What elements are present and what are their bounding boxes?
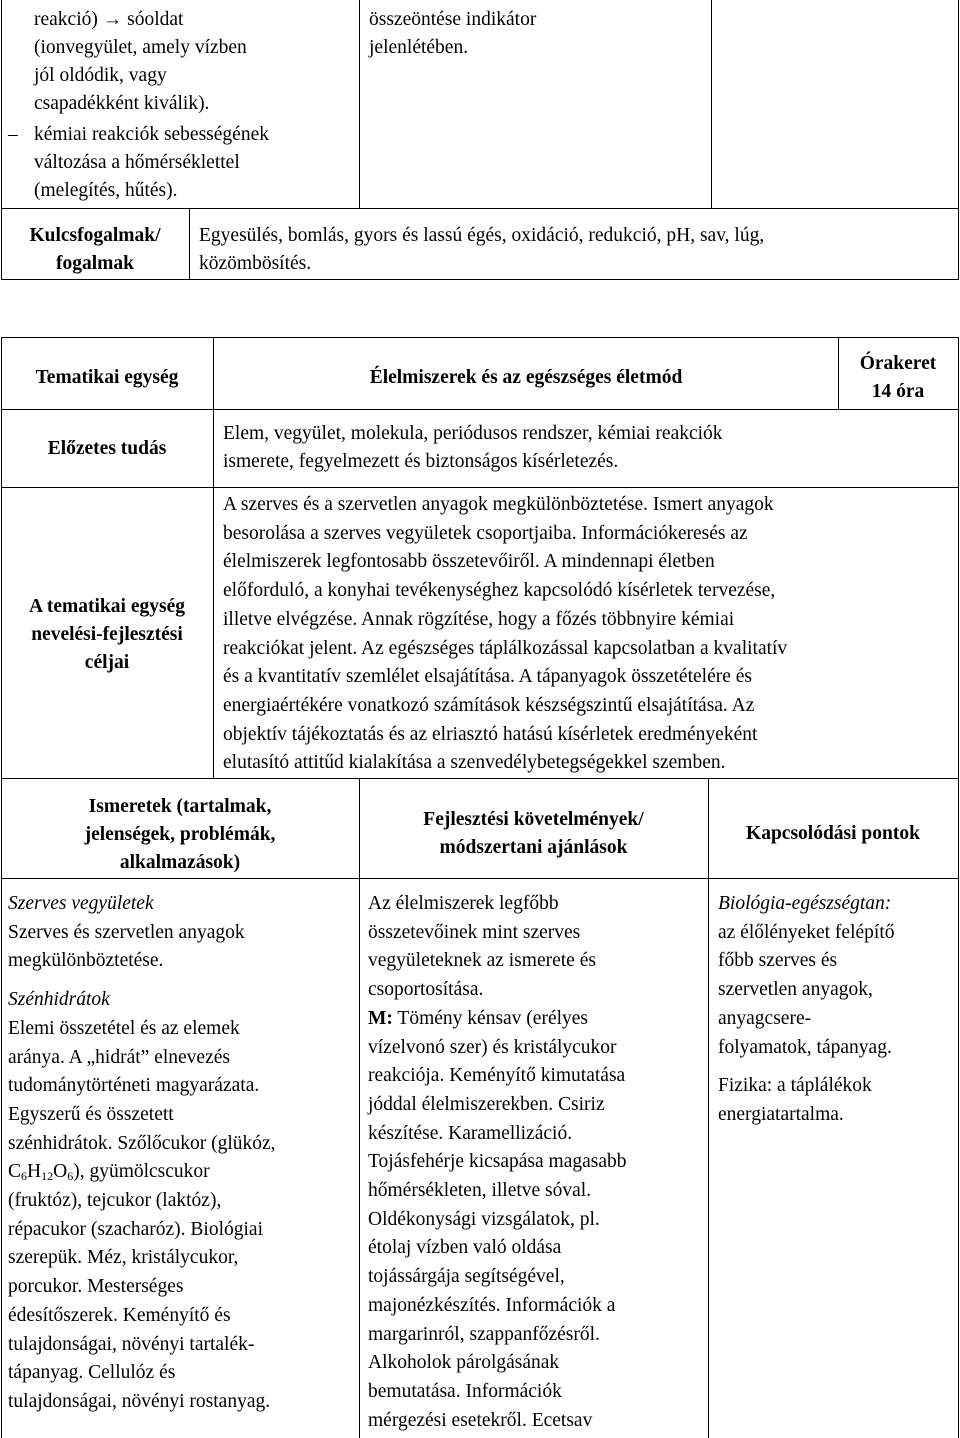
goals-line: előforduló, a konyhai tevékenységhez kapcsolódó kísérletek tervezése, <box>223 580 776 602</box>
requirements-method-line <box>368 1005 706 1034</box>
top-left-cell <box>34 6 356 118</box>
formula-o-sub: 6 <box>67 1169 74 1184</box>
prior-knowledge-line: ismerete, fegyelmezett és biztonságos kísérletezés. <box>223 451 619 473</box>
prior-knowledge-label: Előzetes tudás <box>47 438 167 459</box>
requirements-line: margarinról, szappanfőzésről. <box>368 1323 600 1345</box>
divider-label-col <box>213 337 214 778</box>
goals-label <box>2 593 212 677</box>
prior-knowledge-line: Elem, vegyület, molekula, periódusos rendszer, kémiai reakciók <box>223 423 723 444</box>
content-line: tápanyag. Cellulóz és <box>8 1362 176 1384</box>
content-line: tulajdonságai, növényi rostanyag. <box>8 1390 271 1412</box>
key-concepts-line: Egyesülés, bomlás, gyors és lassú égés, oxidáció, redukció, pH, sav, lúg, <box>199 225 765 246</box>
divider-col2-col3 <box>708 778 709 1438</box>
table-bottom-top <box>1 279 959 280</box>
requirements-line: bemutatása. Információk <box>368 1380 562 1402</box>
border-left-main <box>1 337 2 1438</box>
content-line: Szerves és szervetlen anyagok <box>8 921 245 943</box>
content-line: tudománytörténeti magyarázata. <box>8 1075 260 1097</box>
table-top-main <box>1 337 959 338</box>
content-line: tulajdonságai, növényi tartalék- <box>8 1333 255 1355</box>
requirements-line: hőmérsékleten, illetve sóval. <box>368 1180 592 1202</box>
content-line: szénhidrátok. Szőlőcukor (glükóz, <box>8 1132 276 1154</box>
col-header-line: Ismeretek (tartalmak, <box>88 796 272 817</box>
content-line: porcukor. Mesterséges <box>8 1276 184 1298</box>
goals-line: elutasító attitűd kialakítása a szenvedélybetegségekkel szemben. <box>223 752 726 774</box>
key-concepts-text <box>199 222 955 278</box>
method-label: M: <box>368 1007 393 1029</box>
key-concepts-line: közömbösítés. <box>199 253 312 275</box>
row-line-goals <box>1 778 959 779</box>
content-line: répacukor (szacharóz). Biológiai <box>8 1218 264 1240</box>
links-column <box>718 890 956 1130</box>
requirements-line: vegyületeknek az ismerete és <box>368 950 596 972</box>
row-line-unit <box>1 409 959 410</box>
goals-text <box>223 491 955 778</box>
col-header-line: jelenségek, problémák, <box>84 824 276 846</box>
goals-line: besorolása a szerves vegyületek csoportjaiba. Információkeresés az <box>223 522 748 544</box>
hours-value: 14 óra <box>871 381 925 403</box>
top-left-line: (ionvegyület, amely vízben <box>34 37 247 59</box>
unit-title: Élelmiszerek és az egészséges életmód <box>369 367 683 388</box>
divider-mid-right-top <box>711 0 712 208</box>
row-line-prior <box>1 487 959 488</box>
link-biology-title: Biológia-egészségtan: <box>718 893 892 914</box>
key-concepts-label-line: Kulcsfogalmak/ <box>29 225 161 246</box>
top-bullet <box>0 121 356 205</box>
col-header-line: módszertani ajánlások <box>439 837 628 859</box>
content-line: aránya. A „hidrát” elnevezés <box>8 1046 230 1068</box>
bullet-line: (melegítés, hűtés). <box>34 180 178 202</box>
goals-line: és a kvantitatív szemlélet elsajátítása. A tápanyagok összetételére és <box>223 666 753 688</box>
bullet-line: kémiai reakciók sebességének <box>34 124 269 145</box>
link-line: főbb szerves és <box>718 950 838 972</box>
requirements-line: tojássárgája segítségével, <box>368 1266 565 1288</box>
formula-c: C <box>8 1161 22 1183</box>
divider-col1-col2 <box>359 778 360 1438</box>
formula-rest: ), gyümölcscukor <box>73 1161 210 1183</box>
col-header-line: Fejlesztési követelmények/ <box>423 809 644 830</box>
goals-line: reakciókat jelent. Az egészséges táplálkozással kapcsolatban a kvalitatív <box>223 637 788 659</box>
requirements-line: reakciója. Keményítő kimutatása <box>368 1065 626 1087</box>
goals-label-line: A tematikai egység <box>29 596 185 617</box>
link-line: szervetlen anyagok, <box>718 979 873 1001</box>
divider-left-mid-top <box>359 0 360 208</box>
top-left-line: csapadékként kiválik). <box>34 93 210 115</box>
goals-line: illetve elvégzése. Annak rögzítése, hogy a főzés többnyire kémiai <box>223 608 735 630</box>
col-header-links: Kapcsolódási pontok <box>746 823 920 844</box>
requirements-line: mérgezési esetekről. Ecetsav <box>368 1409 593 1431</box>
requirements-line: majonézkészítés. Információk a <box>368 1294 616 1316</box>
link-line: anyagcsere- <box>718 1007 812 1029</box>
top-left-line: reakció) → sóoldat <box>34 9 184 30</box>
row-line-keyconcepts <box>1 208 959 209</box>
formula-c-sub: 6 <box>21 1169 28 1184</box>
key-concepts-label <box>2 222 188 278</box>
requirements-line: Tojásfehérje kicsapása magasabb <box>368 1151 627 1173</box>
border-right-top <box>958 0 959 279</box>
requirements-line: étolaj vízben való oldása <box>368 1237 562 1259</box>
glucose-formula-line <box>8 1158 356 1187</box>
requirements-line: Az élelmiszerek legfőbb <box>368 893 559 914</box>
formula-h-sub: 12 <box>41 1169 54 1184</box>
divider-keyconcepts <box>189 208 190 279</box>
link-line: az élőlényeket felépítő <box>718 921 895 943</box>
hours-box <box>839 350 957 406</box>
content-line: édesítőszerek. Keményítő és <box>8 1304 231 1326</box>
goals-label-line: céljai <box>84 652 130 674</box>
col-header-requirements <box>360 806 707 862</box>
content-line: megkülönböztetése. <box>8 950 164 972</box>
top-middle-line: jelenlétében. <box>369 37 469 59</box>
link-physics-line: Fizika: a táplálékok <box>718 1075 872 1097</box>
top-left-line: jól oldódik, vagy <box>34 65 167 87</box>
requirements-column <box>368 890 706 1435</box>
content-line: (fruktóz), tejcukor (laktóz), <box>8 1190 222 1212</box>
col-header-line: alkalmazások) <box>119 852 241 874</box>
section-title-carbohydrates: Szénhidrátok <box>8 989 110 1011</box>
top-middle-cell <box>369 6 705 62</box>
key-concepts-label-line: fogalmak <box>56 253 134 275</box>
formula-h: H <box>27 1161 42 1183</box>
goals-line: objektív tájékoztatás és az elriasztó hatású kísérletek eredményeként <box>223 723 758 745</box>
bullet-line: változása a hőmérséklettel <box>34 152 240 174</box>
section-title-organic: Szerves vegyületek <box>8 893 154 914</box>
top-middle-line: összeöntése indikátor <box>369 9 537 30</box>
content-line: Elemi összetétel és az elemek <box>8 1017 240 1039</box>
goals-line: A szerves és a szervetlen anyagok megkülönböztetése. Ismert anyagok <box>223 494 774 515</box>
col-header-content <box>2 793 358 877</box>
prior-knowledge-text <box>223 420 955 476</box>
requirements-line: összetevőinek mint szerves <box>368 921 581 943</box>
requirements-line: Oldékonysági vizsgálatok, pl. <box>368 1208 600 1230</box>
requirements-line: csoportosítása. <box>368 979 484 1001</box>
content-line: szerepük. Méz, kristálycukor, <box>8 1247 239 1269</box>
formula-o: O <box>53 1161 68 1183</box>
unit-label: Tematikai egység <box>35 367 179 388</box>
requirements-line: Alkoholok párolgásának <box>368 1352 560 1374</box>
link-line: folyamatok, tápanyag. <box>718 1036 892 1058</box>
goals-line: energiaértékére vonatkozó számítások készségszintű elsajátítása. Az <box>223 694 755 716</box>
border-right-main <box>958 337 959 1438</box>
row-line-columns-header <box>1 878 959 879</box>
link-line: energiatartalma. <box>718 1103 844 1125</box>
hours-label: Órakeret <box>859 353 937 374</box>
requirements-line: vízelvonó szer) és kristálycukor <box>368 1036 617 1058</box>
content-column <box>8 890 356 1417</box>
goals-line: élelmiszerek legfontosabb összetevőiről. A mindennapi életben <box>223 551 715 573</box>
content-line: Egyszerű és összetett <box>8 1103 174 1125</box>
goals-label-line: nevelési-fejlesztési <box>31 624 183 646</box>
requirements-line: jóddal élelmiszerekben. Csiriz <box>368 1093 605 1115</box>
bullet-dash: – <box>8 124 18 145</box>
requirements-line: készítése. Karamellizáció. <box>368 1122 573 1144</box>
method-text: Tömény kénsav (erélyes <box>392 1007 589 1029</box>
